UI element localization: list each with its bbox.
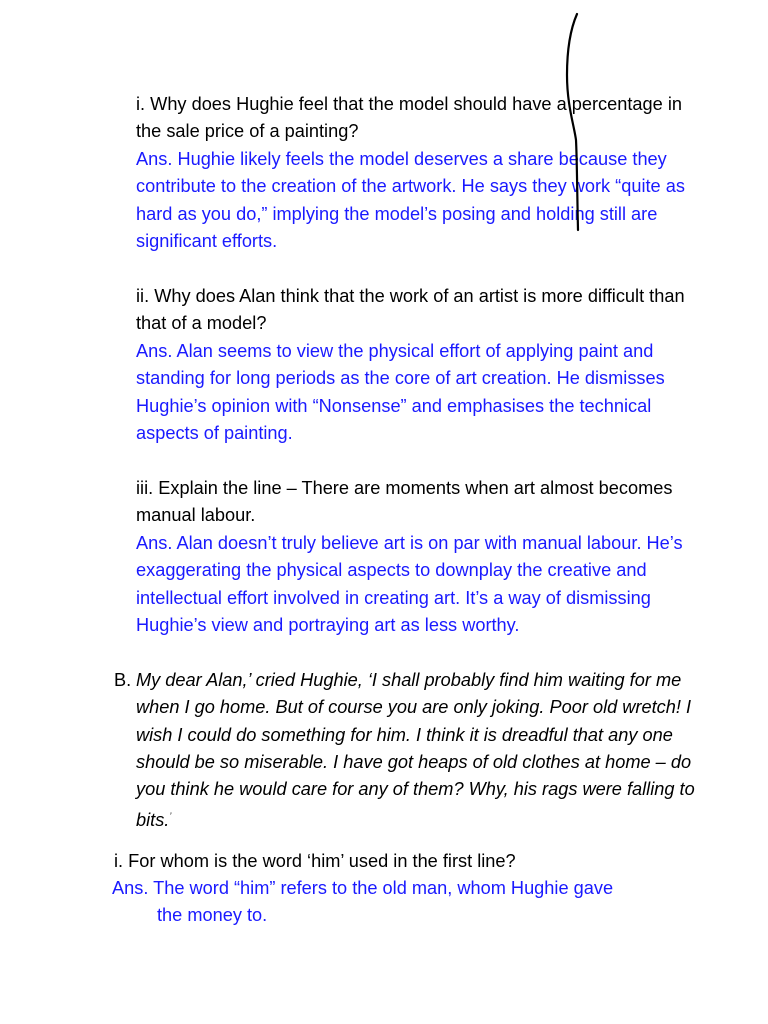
question-a-ii: ii. Why does Alan think that the work of an artist is more difficult than that of a model? bbox=[136, 286, 685, 334]
passage-text: My dear Alan,’ cried Hughie, ‘I shall probably find him waiting for me when I go home. But of course you are only joking. Poor old wretch! I wish I could do something for him. I think it is dreadful that any one should be so miserable. I have got heaps of old clothes at home – do you think he would care for any of them? Why, his rags were falling to bits. bbox=[136, 670, 695, 831]
answer-b-i bbox=[112, 875, 712, 930]
answer-b-i-line1: Ans. The word “him” refers to the old man, whom Hughie gave bbox=[112, 878, 614, 898]
answer-b-i-line2: the money to. bbox=[157, 905, 268, 926]
answer-a-i: Ans. Hughie likely feels the model deserves a share because they contribute to the creation of the artwork. He says they work “quite as hard as you do,” implying the model’s posing and holding still are significant efforts. bbox=[136, 149, 685, 251]
passage-end-mark: ’ bbox=[169, 811, 172, 822]
answer-a-ii: Ans. Alan seems to view the physical effort of applying paint and standing for long periods as the core of art creation. He dismisses Hughie’s opinion with “Nonsense” and emphasises the technical aspects of painting. bbox=[136, 341, 665, 443]
section-b-marker: B. bbox=[114, 670, 132, 690]
answer-a-iii: Ans. Alan doesn’t truly believe art is on par with manual labour. He’s exaggerating the physical aspects to downplay the creative and intellectual effort involved in creating art. It’s a way of dismissing Hughie’s view and portraying art as less worthy. bbox=[136, 533, 683, 635]
question-a-i: i. Why does Hughie feel that the model should have a percentage in the sale price of a painting? bbox=[136, 94, 682, 142]
section-b-passage bbox=[136, 667, 696, 835]
question-b-i: i. For whom is the word ‘him’ used in the first line? bbox=[114, 851, 516, 871]
question-a-iii: iii. Explain the line – There are moments when art almost becomes manual labour. bbox=[136, 478, 673, 526]
